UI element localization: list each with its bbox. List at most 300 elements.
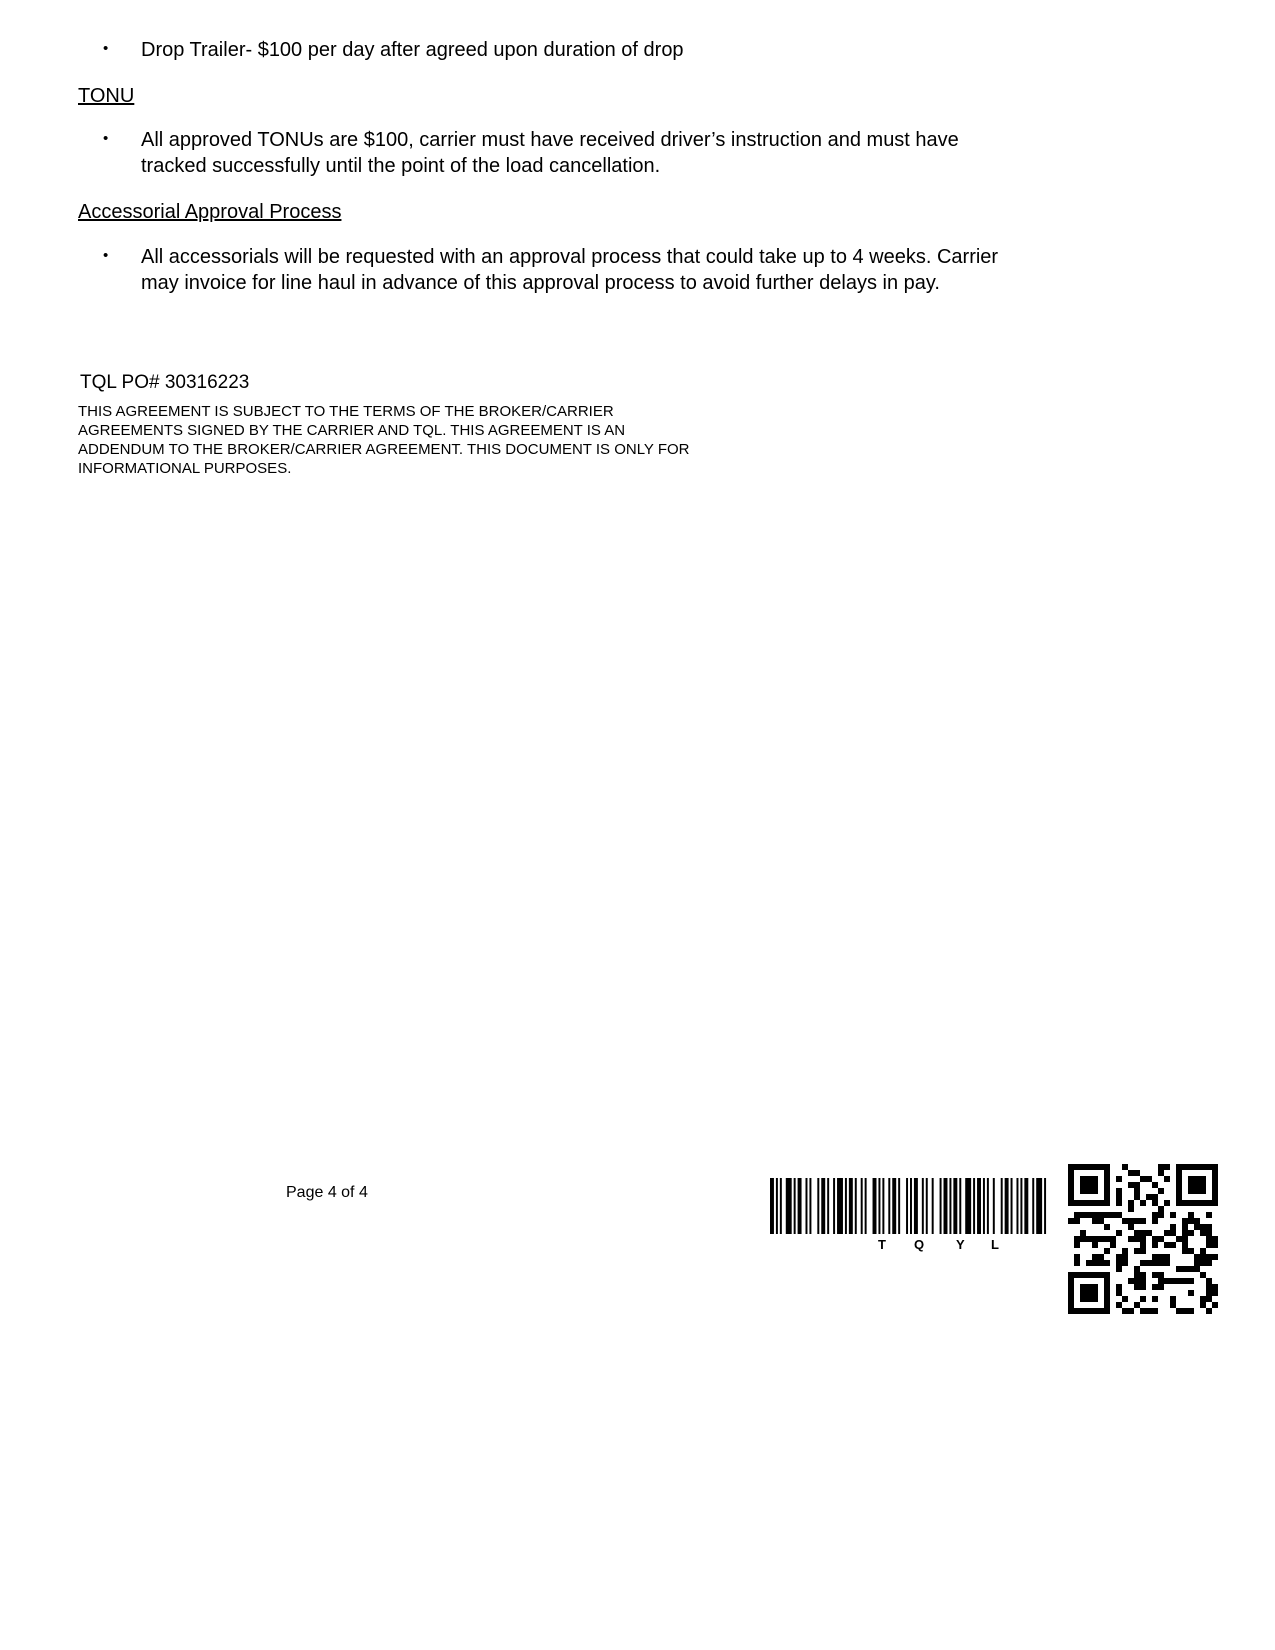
barcode-bar: [809, 1178, 811, 1234]
qr-module: [1188, 1176, 1194, 1182]
barcode-bar: [965, 1178, 971, 1234]
qr-module: [1092, 1200, 1098, 1206]
qr-module: [1206, 1164, 1212, 1170]
qr-module: [1068, 1290, 1074, 1296]
qr-module: [1152, 1200, 1158, 1206]
qr-module: [1164, 1176, 1170, 1182]
qr-module: [1158, 1170, 1164, 1176]
qr-module: [1182, 1278, 1188, 1284]
qr-module: [1206, 1308, 1212, 1314]
qr-module: [1182, 1266, 1188, 1272]
qr-module: [1176, 1182, 1182, 1188]
qr-module: [1188, 1278, 1194, 1284]
qr-module: [1212, 1170, 1218, 1176]
qr-module: [1086, 1212, 1092, 1218]
qr-module: [1104, 1296, 1110, 1302]
barcode-bar: [944, 1178, 948, 1234]
qr-module: [1116, 1302, 1122, 1308]
qr-module: [1158, 1278, 1164, 1284]
qr-module: [1176, 1164, 1182, 1170]
qr-module: [1164, 1164, 1170, 1170]
qr-module: [1092, 1182, 1098, 1188]
barcode-bar: [1044, 1178, 1046, 1234]
barcode-bar: [922, 1178, 924, 1234]
qr-module: [1140, 1260, 1146, 1266]
qr-module: [1206, 1230, 1212, 1236]
qr-module: [1116, 1200, 1122, 1206]
qr-module: [1212, 1176, 1218, 1182]
qr-module: [1074, 1260, 1080, 1266]
qr-module: [1092, 1290, 1098, 1296]
barcode-bar: [910, 1178, 912, 1234]
qr-module: [1212, 1284, 1218, 1290]
qr-module: [1146, 1308, 1152, 1314]
qr-module: [1146, 1194, 1152, 1200]
qr-module: [1200, 1260, 1206, 1266]
qr-module: [1206, 1290, 1212, 1296]
barcode-bar: [817, 1178, 819, 1234]
qr-module: [1068, 1308, 1074, 1314]
qr-module: [1122, 1164, 1128, 1170]
qr-module: [1188, 1212, 1194, 1218]
qr-module: [1068, 1200, 1074, 1206]
qr-module: [1128, 1278, 1134, 1284]
qr-module: [1134, 1284, 1140, 1290]
qr-module: [1086, 1200, 1092, 1206]
qr-module: [1074, 1212, 1080, 1218]
qr-module: [1086, 1284, 1092, 1290]
qr-module: [1152, 1194, 1158, 1200]
qr-module: [1092, 1284, 1098, 1290]
qr-module: [1080, 1290, 1086, 1296]
qr-module: [1212, 1302, 1218, 1308]
qr-module: [1080, 1272, 1086, 1278]
qr-module: [1188, 1218, 1194, 1224]
qr-module: [1080, 1188, 1086, 1194]
qr-module: [1206, 1236, 1212, 1242]
barcode-bar: [959, 1178, 961, 1234]
qr-module: [1170, 1230, 1176, 1236]
qr-module: [1182, 1236, 1188, 1242]
qr-module: [1206, 1254, 1212, 1260]
qr-module: [1152, 1212, 1158, 1218]
qr-module: [1134, 1170, 1140, 1176]
qr-module: [1134, 1230, 1140, 1236]
qr-module: [1194, 1182, 1200, 1188]
qr-module: [1194, 1176, 1200, 1182]
barcode-bar: [821, 1178, 825, 1234]
qr-module: [1170, 1224, 1176, 1230]
barcode-char: Y: [956, 1237, 965, 1252]
qr-module: [1104, 1302, 1110, 1308]
qr-module: [1116, 1230, 1122, 1236]
qr-module: [1146, 1230, 1152, 1236]
qr-module: [1212, 1194, 1218, 1200]
qr-module: [1158, 1260, 1164, 1266]
qr-module: [1206, 1296, 1212, 1302]
barcode-bar: [993, 1178, 995, 1234]
qr-module: [1188, 1188, 1194, 1194]
barcode-bar: [865, 1178, 867, 1234]
qr-module: [1176, 1194, 1182, 1200]
qr-module: [1170, 1242, 1176, 1248]
qr-module: [1104, 1164, 1110, 1170]
qr-module: [1134, 1302, 1140, 1308]
qr-module: [1152, 1236, 1158, 1242]
qr-module: [1080, 1200, 1086, 1206]
qr-module: [1104, 1284, 1110, 1290]
qr-module: [1188, 1164, 1194, 1170]
qr-module: [1158, 1272, 1164, 1278]
qr-module: [1152, 1242, 1158, 1248]
qr-module: [1122, 1308, 1128, 1314]
tonu-text-line1: All approved TONUs are $100, carrier must have received driver’s instruction and must have: [141, 129, 959, 151]
qr-module: [1116, 1290, 1122, 1296]
qr-module: [1080, 1308, 1086, 1314]
barcode-bar: [861, 1178, 863, 1234]
qr-module: [1206, 1260, 1212, 1266]
qr-module: [1194, 1254, 1200, 1260]
qr-module: [1206, 1284, 1212, 1290]
qr-module: [1074, 1164, 1080, 1170]
qr-module: [1068, 1218, 1074, 1224]
qr-module: [1092, 1260, 1098, 1266]
barcode-bar: [892, 1178, 896, 1234]
qr-module: [1068, 1284, 1074, 1290]
qr-module: [1188, 1308, 1194, 1314]
qr-module: [1116, 1266, 1122, 1272]
qr-module: [1152, 1260, 1158, 1266]
qr-module: [1164, 1254, 1170, 1260]
qr-module: [1098, 1308, 1104, 1314]
qr-module: [1068, 1272, 1074, 1278]
qr-module: [1134, 1182, 1140, 1188]
qr-module: [1200, 1200, 1206, 1206]
barcode-bar: [1016, 1178, 1018, 1234]
qr-module: [1110, 1212, 1116, 1218]
qr-module: [1074, 1242, 1080, 1248]
qr-module: [1182, 1230, 1188, 1236]
qr-module: [1068, 1278, 1074, 1284]
qr-module: [1158, 1236, 1164, 1242]
qr-module: [1200, 1272, 1206, 1278]
qr-module: [1152, 1284, 1158, 1290]
barcode-bar: [770, 1178, 774, 1234]
qr-module: [1104, 1236, 1110, 1242]
qr-module: [1176, 1170, 1182, 1176]
qr-module: [1068, 1188, 1074, 1194]
qr-module: [1140, 1176, 1146, 1182]
qr-module: [1128, 1182, 1134, 1188]
drop-trailer-text: Drop Trailer- $100 per day after agreed upon duration of drop: [141, 39, 684, 61]
qr-module: [1074, 1308, 1080, 1314]
qr-module: [1086, 1176, 1092, 1182]
qr-module: [1098, 1236, 1104, 1242]
qr-module: [1080, 1296, 1086, 1302]
barcode-char: T: [878, 1237, 886, 1252]
qr-module: [1074, 1254, 1080, 1260]
qr-module: [1140, 1218, 1146, 1224]
barcode-bar: [1032, 1178, 1034, 1234]
qr-module: [1122, 1218, 1128, 1224]
qr-module: [1158, 1284, 1164, 1290]
qr-module: [1200, 1182, 1206, 1188]
barcode-bar: [914, 1178, 918, 1234]
qr-module: [1134, 1248, 1140, 1254]
qr-module: [1146, 1176, 1152, 1182]
qr-module: [1194, 1224, 1200, 1230]
qr-module: [1110, 1236, 1116, 1242]
qr-module: [1140, 1200, 1146, 1206]
qr-module: [1194, 1260, 1200, 1266]
qr-module: [1074, 1218, 1080, 1224]
qr-module: [1146, 1260, 1152, 1266]
barcode-bar: [888, 1178, 890, 1234]
qr-module: [1170, 1296, 1176, 1302]
qr-module: [1158, 1254, 1164, 1260]
barcode-bar: [949, 1178, 951, 1234]
qr-module: [1092, 1308, 1098, 1314]
qr-module: [1092, 1236, 1098, 1242]
qr-module: [1086, 1182, 1092, 1188]
qr-module: [1086, 1260, 1092, 1266]
qr-module: [1140, 1272, 1146, 1278]
barcode-bar: [786, 1178, 792, 1234]
qr-module: [1068, 1170, 1074, 1176]
qr-module: [1128, 1200, 1134, 1206]
qr-module: [1080, 1212, 1086, 1218]
qr-module: [1104, 1248, 1110, 1254]
qr-module: [1200, 1254, 1206, 1260]
qr-code-image: [1068, 1164, 1218, 1314]
qr-module: [1182, 1248, 1188, 1254]
qr-module: [1092, 1272, 1098, 1278]
qr-module: [1098, 1164, 1104, 1170]
qr-module: [1152, 1296, 1158, 1302]
qr-module: [1068, 1302, 1074, 1308]
barcode-char: L: [991, 1237, 999, 1252]
po-number: TQL PO# 30316223: [80, 372, 250, 393]
qr-module: [1182, 1218, 1188, 1224]
agreement-line: INFORMATIONAL PURPOSES.: [78, 460, 292, 477]
qr-module: [1086, 1272, 1092, 1278]
barcode-bar: [833, 1178, 835, 1234]
qr-module: [1140, 1230, 1146, 1236]
qr-module: [1116, 1176, 1122, 1182]
barcode-bar: [873, 1178, 877, 1234]
qr-module: [1104, 1176, 1110, 1182]
qr-module: [1170, 1278, 1176, 1284]
qr-module: [1212, 1182, 1218, 1188]
barcode-bar: [940, 1178, 942, 1234]
qr-module: [1122, 1248, 1128, 1254]
qr-module: [1098, 1272, 1104, 1278]
qr-module: [1110, 1242, 1116, 1248]
barcode-bar: [987, 1178, 989, 1234]
bullet: •: [103, 130, 109, 147]
qr-module: [1086, 1188, 1092, 1194]
barcode-bar: [845, 1178, 847, 1234]
qr-module: [1104, 1170, 1110, 1176]
qr-module: [1212, 1164, 1218, 1170]
barcode-bar: [898, 1178, 900, 1234]
barcode-bar: [1036, 1178, 1042, 1234]
qr-module: [1212, 1200, 1218, 1206]
qr-module: [1206, 1278, 1212, 1284]
bullet: •: [103, 247, 109, 264]
qr-module: [1104, 1308, 1110, 1314]
qr-module: [1182, 1308, 1188, 1314]
barcode-bar: [983, 1178, 985, 1234]
qr-module: [1086, 1308, 1092, 1314]
qr-module: [1194, 1164, 1200, 1170]
qr-module: [1128, 1224, 1134, 1230]
qr-module: [1134, 1266, 1140, 1272]
qr-module: [1122, 1260, 1128, 1266]
qr-module: [1092, 1242, 1098, 1248]
agreement-notice: [78, 402, 798, 478]
qr-module: [1200, 1176, 1206, 1182]
qr-module: [1092, 1164, 1098, 1170]
qr-module: [1092, 1296, 1098, 1302]
agreement-line: AGREEMENTS SIGNED BY THE CARRIER AND TQL. THIS AGREEMENT IS AN: [78, 422, 626, 439]
qr-module: [1116, 1194, 1122, 1200]
qr-module: [1104, 1278, 1110, 1284]
qr-module: [1134, 1278, 1140, 1284]
qr-module: [1104, 1224, 1110, 1230]
qr-module: [1128, 1170, 1134, 1176]
qr-module: [1104, 1290, 1110, 1296]
qr-module: [1098, 1254, 1104, 1260]
page-number: Page 4 of 4: [286, 1184, 368, 1201]
qr-module: [1188, 1290, 1194, 1296]
barcode-bar: [837, 1178, 843, 1234]
accessorial-text-line1: All accessorials will be requested with an approval process that could take up to 4 weeks. Carrier: [141, 246, 999, 268]
qr-module: [1086, 1296, 1092, 1302]
qr-module: [1086, 1236, 1092, 1242]
barcode-bar: [1020, 1178, 1022, 1234]
qr-module: [1116, 1188, 1122, 1194]
qr-module: [1194, 1266, 1200, 1272]
qr-module: [1074, 1200, 1080, 1206]
qr-module: [1098, 1218, 1104, 1224]
barcode-bar: [1024, 1178, 1028, 1234]
qr-module: [1080, 1164, 1086, 1170]
qr-module: [1080, 1176, 1086, 1182]
barcode-bar: [973, 1178, 975, 1234]
qr-module: [1068, 1182, 1074, 1188]
qr-module: [1080, 1230, 1086, 1236]
agreement-line: THIS AGREEMENT IS SUBJECT TO THE TERMS OF THE BROKER/CARRIER: [78, 403, 614, 420]
barcode-bar: [953, 1178, 957, 1234]
qr-module: [1212, 1236, 1218, 1242]
qr-module: [1188, 1182, 1194, 1188]
qr-module: [1206, 1242, 1212, 1248]
qr-module: [1164, 1260, 1170, 1266]
barcode-bar: [780, 1178, 782, 1234]
barcode-bar: [882, 1178, 884, 1234]
qr-module: [1200, 1164, 1206, 1170]
qr-module: [1134, 1218, 1140, 1224]
qr-module: [1140, 1236, 1146, 1242]
barcode-image: [770, 1178, 1050, 1234]
qr-module: [1152, 1218, 1158, 1224]
qr-module: [1176, 1308, 1182, 1314]
qr-module: [1176, 1236, 1182, 1242]
qr-module: [1068, 1176, 1074, 1182]
barcode-char: Q: [914, 1237, 925, 1252]
qr-module: [1080, 1236, 1086, 1242]
barcode-bar: [855, 1178, 857, 1234]
qr-module: [1098, 1260, 1104, 1266]
barcode-bar: [926, 1178, 928, 1234]
qr-module: [1206, 1212, 1212, 1218]
qr-module: [1134, 1188, 1140, 1194]
tonu-heading: TONU: [78, 85, 135, 107]
qr-module: [1194, 1200, 1200, 1206]
qr-module: [1164, 1200, 1170, 1206]
qr-module: [1188, 1266, 1194, 1272]
qr-module: [1068, 1164, 1074, 1170]
qr-module: [1158, 1212, 1164, 1218]
qr-module: [1206, 1224, 1212, 1230]
qr-module: [1194, 1218, 1200, 1224]
qr-module: [1086, 1164, 1092, 1170]
qr-module: [1200, 1302, 1206, 1308]
qr-module: [1194, 1188, 1200, 1194]
qr-module: [1104, 1260, 1110, 1266]
qr-module: [1158, 1206, 1164, 1212]
qr-module: [1140, 1296, 1146, 1302]
qr-module: [1200, 1188, 1206, 1194]
qr-module: [1128, 1218, 1134, 1224]
qr-module: [1140, 1284, 1146, 1290]
qr-module: [1164, 1242, 1170, 1248]
qr-module: [1116, 1254, 1122, 1260]
qr-module: [1134, 1272, 1140, 1278]
tonu-text-line2: tracked successfully until the point of the load cancellation.: [141, 155, 661, 177]
qr-module: [1104, 1200, 1110, 1206]
qr-module: [1182, 1224, 1188, 1230]
barcode-bar: [798, 1178, 802, 1234]
qr-module: [1176, 1266, 1182, 1272]
qr-module: [1080, 1284, 1086, 1290]
qr-module: [1104, 1188, 1110, 1194]
qr-module: [1212, 1290, 1218, 1296]
qr-module: [1092, 1176, 1098, 1182]
qr-module: [1170, 1212, 1176, 1218]
qr-module: [1098, 1200, 1104, 1206]
qr-module: [1200, 1248, 1206, 1254]
qr-module: [1176, 1188, 1182, 1194]
qr-module: [1182, 1200, 1188, 1206]
qr-module: [1134, 1236, 1140, 1242]
agreement-line: ADDENDUM TO THE BROKER/CARRIER AGREEMENT. THIS DOCUMENT IS ONLY FOR: [78, 441, 690, 458]
qr-module: [1134, 1194, 1140, 1200]
qr-module: [1086, 1290, 1092, 1296]
qr-module: [1092, 1212, 1098, 1218]
qr-module: [1068, 1296, 1074, 1302]
qr-module: [1164, 1278, 1170, 1284]
barcode-bar: [805, 1178, 807, 1234]
qr-module: [1170, 1302, 1176, 1308]
barcode-bar: [906, 1178, 908, 1234]
qr-module: [1104, 1272, 1110, 1278]
qr-module: [1080, 1182, 1086, 1188]
qr-module: [1128, 1308, 1134, 1314]
qr-module: [1140, 1242, 1146, 1248]
qr-module: [1152, 1182, 1158, 1188]
